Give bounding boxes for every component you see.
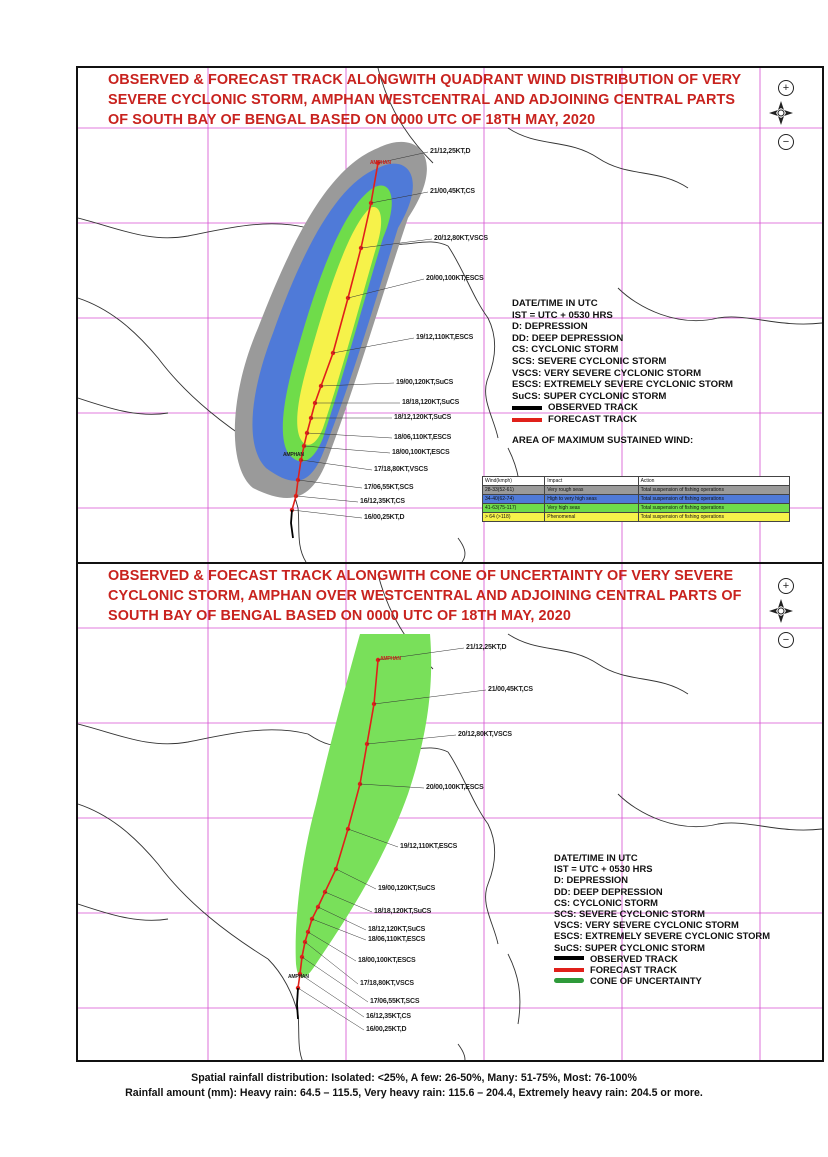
legend-line: CS: CYCLONIC STORM — [512, 344, 619, 356]
coastline — [78, 724, 308, 744]
track-point-label: 19/12,110KT,ESCS — [400, 843, 458, 850]
track-point-label: 18/12,120KT,SuCS — [394, 414, 452, 421]
legend-observed-track — [554, 953, 770, 964]
wind-table-cell: 41-63(75-117) — [483, 504, 545, 513]
legend-line: D: DEPRESSION — [512, 321, 588, 333]
track-point-label: 19/00,120KT,SuCS — [378, 885, 436, 892]
track-point-label: 18/18,120KT,SuCS — [402, 399, 460, 406]
wind-table-cell: Total suspension of fishing operations — [638, 486, 789, 495]
cone-swatch — [554, 978, 584, 983]
wind-table-header: Impact — [545, 477, 638, 486]
legend-line: SuCS: SUPER CYCLONIC STORM — [554, 941, 705, 953]
wind-table-cell: Very rough seas — [545, 486, 638, 495]
storm-name-label: AMPHAN — [288, 974, 309, 980]
legend-label: OBSERVED TRACK — [590, 952, 678, 964]
zoom-in-button[interactable]: + — [778, 578, 794, 594]
storm-name-label: AMPHAN — [370, 160, 391, 166]
map-legend — [512, 298, 733, 446]
map-title — [108, 70, 788, 130]
track-point-label: 16/12,35KT,CS — [366, 1013, 411, 1020]
observed-track-swatch — [512, 406, 542, 410]
coastline — [508, 954, 520, 1024]
legend-label: CONE OF UNCERTAINTY — [590, 975, 702, 987]
wind-table-cell: > 64 (>118) — [483, 513, 545, 522]
wind-table-cell: Total suspension of fishing operations — [638, 513, 789, 522]
wind-table-header-row — [483, 477, 790, 486]
storm-name-label: AMPHAN — [283, 452, 304, 458]
storm-name-label: AMPHAN — [380, 656, 401, 662]
observed-track-line — [291, 510, 293, 538]
track-point-label: 18/00,100KT,ESCS — [392, 449, 450, 456]
wind-area-title: AREA OF MAXIMUM SUSTAINED WIND: — [512, 434, 694, 446]
legend-label: FORECAST TRACK — [590, 964, 677, 976]
legend-line: DD: DEEP DEPRESSION — [554, 885, 663, 897]
legend-line: VSCS: VERY SEVERE CYCLONIC STORM — [512, 367, 702, 379]
track-point-label: 17/06,55KT,SCS — [370, 998, 420, 1005]
track-point-label: 17/18,80KT,VSCS — [360, 980, 414, 987]
wind-table-row — [483, 486, 790, 495]
rainfall-distribution-note: Spatial rainfall distribution: Isolated: <25%, A few: 26-50%, Many: 51-75%, Most: 76-100% — [191, 1072, 637, 1084]
map-legend — [554, 852, 770, 986]
compass-pan-icon[interactable] — [768, 100, 794, 126]
wind-table-cell: Total suspension of fishing operations — [638, 495, 789, 504]
coastline — [458, 538, 465, 562]
title-line: SEVERE CYCLONIC STORM, AMPHAN WESTCENTRAL AND ADJOINING CENTRAL PARTS — [108, 92, 736, 108]
title-line: OBSERVED & FOECAST TRACK ALONGWITH CONE OF UNCERTAINTY OF VERY SEVERE — [108, 568, 734, 584]
label-leader-line — [292, 510, 362, 518]
legend-line: DATE/TIME IN UTC — [554, 852, 638, 863]
track-point-label: 17/06,55KT,SCS — [364, 484, 414, 491]
legend-forecast-track — [512, 414, 733, 426]
rainfall-amount-note: Rainfall amount (mm): Heavy rain: 64.5 – 115.5, Very heavy rain: 115.6 – 204.4, Extremely heavy rain: 204.5 or more. — [125, 1087, 703, 1099]
legend-line: CS: CYCLONIC STORM — [554, 896, 658, 908]
wind-table-cell: High to very high seas — [545, 495, 638, 504]
legend-line: ESCS: EXTREMELY SEVERE CYCLONIC STORM — [512, 379, 734, 391]
track-point-label: 20/00,100KT,ESCS — [426, 784, 484, 791]
track-point-label: 21/00,45KT,CS — [488, 686, 533, 693]
zoom-in-button[interactable]: + — [778, 80, 794, 96]
coastline — [508, 634, 688, 694]
legend-line: ESCS: EXTREMELY SEVERE CYCLONIC STORM — [554, 930, 771, 942]
track-point-label: 21/12,25KT,D — [466, 644, 507, 651]
legend-line: SCS: SEVERE CYCLONIC STORM — [512, 355, 667, 367]
quadrant-wind-map-panel — [76, 66, 824, 564]
track-point-label: 20/00,100KT,ESCS — [426, 275, 484, 282]
legend-line: DATE/TIME IN UTC — [512, 298, 598, 309]
legend-forecast-track — [554, 964, 770, 975]
coastline — [508, 128, 688, 188]
legend-label: FORECAST TRACK — [548, 413, 638, 425]
track-point-label: 20/12,80KT,VSCS — [434, 235, 488, 242]
title-line: OF SOUTH BAY OF BENGAL BASED ON 0000 UTC OF 18TH MAY, 2020 — [108, 112, 596, 128]
label-leader-line — [298, 988, 364, 1030]
track-point-label: 18/18,120KT,SuCS — [374, 908, 432, 915]
forecast-track-swatch — [554, 968, 584, 972]
cone-of-uncertainty-map-panel — [76, 562, 824, 1062]
legend-line: DD: DEEP DEPRESSION — [512, 332, 624, 344]
legend-label: OBSERVED TRACK — [548, 402, 638, 414]
forecast-track-swatch — [512, 418, 542, 422]
track-point-label: 18/06,110KT,ESCS — [394, 434, 452, 441]
coastline — [78, 398, 168, 414]
wind-table-row — [483, 504, 790, 513]
coastline — [458, 1044, 465, 1060]
track-point-label: 18/06,110KT,ESCS — [368, 936, 426, 943]
observed-track-swatch — [554, 956, 584, 960]
legend-line: IST = UTC + 0530 HRS — [554, 863, 653, 875]
track-point-label: 21/12,25KT,D — [430, 148, 471, 155]
wind-table-cell: 28-33(52-61) — [483, 486, 545, 495]
wind-table-cell: Total suspension of fishing operations — [638, 504, 789, 513]
legend-line: SCS: SEVERE CYCLONIC STORM — [554, 908, 705, 920]
title-line: OBSERVED & FORECAST TRACK ALONGWITH QUADRANT WIND DISTRIBUTION OF VERY — [108, 72, 742, 88]
coastline — [78, 804, 268, 959]
map-title — [108, 566, 788, 626]
wind-table-header: Action — [638, 477, 789, 486]
title-line: SOUTH BAY OF BENGAL BASED ON 0000 UTC OF 18TH MAY, 2020 — [108, 608, 571, 624]
legend-cone — [554, 975, 770, 986]
track-point-label: 21/00,45KT,CS — [430, 188, 475, 195]
track-point-label: 19/00,120KT,SuCS — [396, 379, 454, 386]
track-point-label: 20/12,80KT,VSCS — [458, 731, 512, 738]
track-point-label: 16/12,35KT,CS — [360, 498, 405, 505]
wind-table-header: Wind(kmph) — [483, 477, 545, 486]
coastline — [78, 904, 168, 920]
wind-table-row — [483, 495, 790, 504]
track-point-label: 18/00,100KT,ESCS — [358, 957, 416, 964]
legend-line: D: DEPRESSION — [554, 874, 628, 886]
wind-table-cell: Very high seas — [545, 504, 638, 513]
track-point-label: 16/00,25KT,D — [364, 514, 405, 521]
track-point-label: 19/12,110KT,ESCS — [416, 334, 474, 341]
title-line: CYCLONIC STORM, AMPHAN OVER WESTCENTRAL AND ADJOINING CENTRAL PARTS OF — [108, 588, 742, 604]
legend-line: VSCS: VERY SEVERE CYCLONIC STORM — [554, 919, 739, 931]
legend-observed-track — [512, 402, 733, 414]
zoom-out-button[interactable]: − — [778, 632, 794, 648]
coastline — [78, 218, 308, 238]
coastline — [618, 794, 822, 830]
legend-line: SuCS: SUPER CYCLONIC STORM — [512, 390, 667, 402]
track-point-label: 17/18,80KT,VSCS — [374, 466, 428, 473]
zoom-out-button[interactable]: − — [778, 134, 794, 150]
track-point-label: 16/00,25KT,D — [366, 1026, 407, 1033]
wind-table-row — [483, 513, 790, 522]
wind-impact-table — [482, 476, 790, 522]
legend-line: IST = UTC + 0530 HRS — [512, 309, 613, 321]
compass-pan-icon[interactable] — [768, 598, 794, 624]
observed-track-line — [297, 988, 298, 1019]
track-point-label: 18/12,120KT,SuCS — [368, 926, 426, 933]
wind-table-cell: Phenomenal — [545, 513, 638, 522]
label-leader-line — [296, 496, 358, 502]
wind-table-cell: 34-40(62-74) — [483, 495, 545, 504]
